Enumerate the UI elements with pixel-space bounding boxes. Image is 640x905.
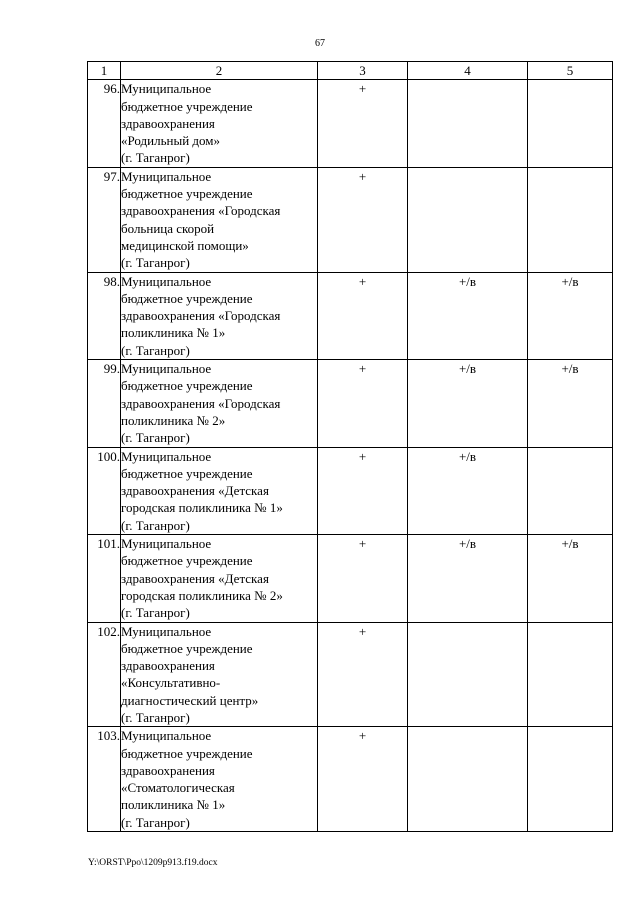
column-5-mark xyxy=(528,80,613,167)
institution-name-line: Муниципальное xyxy=(121,728,212,744)
header-row xyxy=(88,62,613,80)
institution-name-line: поликлиника № 1» xyxy=(121,325,226,341)
institution-name-line: «Стоматологическая xyxy=(121,780,235,796)
institution-name xyxy=(121,622,318,727)
institution-name-line: поликлиника № 2» xyxy=(121,412,226,428)
institution-name xyxy=(121,727,318,832)
institution-name-line: здравоохранения xyxy=(121,115,215,131)
row-number: 103. xyxy=(88,727,121,832)
table-row xyxy=(88,622,613,727)
column-5-mark xyxy=(528,167,613,272)
institution-name-line: «Родильный дом» xyxy=(121,133,221,149)
column-3-mark: + xyxy=(318,272,408,359)
institution-name-line: бюджетное учреждение xyxy=(121,745,253,761)
column-5-mark xyxy=(528,447,613,534)
row-number: 102. xyxy=(88,622,121,727)
column-5-mark: +/в xyxy=(528,535,613,622)
page-number: 67 xyxy=(315,38,325,49)
table-row xyxy=(88,167,613,272)
institution-name-line: бюджетное учреждение xyxy=(121,378,253,394)
row-number: 99. xyxy=(88,360,121,447)
header-cell-2: 2 xyxy=(121,62,318,80)
institution-name-line: бюджетное учреждение xyxy=(121,553,253,569)
header-cell-3: 3 xyxy=(318,62,408,80)
institution-name xyxy=(121,447,318,534)
table-body xyxy=(88,80,613,832)
institution-name-line: больница скорой xyxy=(121,220,215,236)
row-number: 101. xyxy=(88,535,121,622)
column-3-mark: + xyxy=(318,535,408,622)
column-4-mark: +/в xyxy=(408,360,528,447)
institution-name-line: бюджетное учреждение xyxy=(121,640,253,656)
institution-name-line: Муниципальное xyxy=(121,168,212,184)
institution-name-line: Муниципальное xyxy=(121,273,212,289)
row-number: 98. xyxy=(88,272,121,359)
institution-name-line: здравоохранения xyxy=(121,658,215,674)
column-5-mark: +/в xyxy=(528,360,613,447)
institution-name-line: (г. Таганрог) xyxy=(121,150,190,166)
file-path-footer: Y:\ORST\Ppo\1209p913.f19.docx xyxy=(88,858,218,868)
institution-name-line: (г. Таганрог) xyxy=(121,255,190,271)
institution-name-line: бюджетное учреждение xyxy=(121,290,253,306)
institution-name-line: (г. Таганрог) xyxy=(121,709,190,725)
column-5-mark xyxy=(528,727,613,832)
column-4-mark: +/в xyxy=(408,535,528,622)
institution-name-line: здравоохранения «Городская xyxy=(121,308,281,324)
institution-name-line: здравоохранения «Детская xyxy=(121,570,269,586)
column-3-mark: + xyxy=(318,167,408,272)
institution-name-line: здравоохранения «Детская xyxy=(121,483,269,499)
table-row xyxy=(88,80,613,167)
column-4-mark xyxy=(408,727,528,832)
table-row xyxy=(88,272,613,359)
institution-name xyxy=(121,535,318,622)
institution-name-line: (г. Таганрог) xyxy=(121,517,190,533)
table-row xyxy=(88,727,613,832)
column-3-mark: + xyxy=(318,727,408,832)
table-row xyxy=(88,360,613,447)
table-row xyxy=(88,535,613,622)
institution-name-line: Муниципальное xyxy=(121,81,212,97)
facilities-table xyxy=(87,61,613,832)
column-4-mark xyxy=(408,622,528,727)
institution-name-line: бюджетное учреждение xyxy=(121,98,253,114)
institution-name-line: «Консультативно- xyxy=(121,675,221,691)
row-number: 100. xyxy=(88,447,121,534)
column-4-mark: +/в xyxy=(408,272,528,359)
institution-name xyxy=(121,360,318,447)
header-cell-4: 4 xyxy=(408,62,528,80)
institution-name xyxy=(121,80,318,167)
column-4-mark xyxy=(408,167,528,272)
column-5-mark xyxy=(528,622,613,727)
institution-name-line: здравоохранения «Городская xyxy=(121,203,281,219)
institution-name xyxy=(121,167,318,272)
table-row xyxy=(88,447,613,534)
institution-name-line: (г. Таганрог) xyxy=(121,814,190,830)
institution-name-line: медицинской помощи» xyxy=(121,237,249,253)
institution-name-line: Муниципальное xyxy=(121,448,212,464)
column-3-mark: + xyxy=(318,622,408,727)
row-number: 97. xyxy=(88,167,121,272)
institution-name-line: городская поликлиника № 2» xyxy=(121,587,283,603)
column-3-mark: + xyxy=(318,80,408,167)
institution-name-line: Муниципальное xyxy=(121,361,212,377)
column-5-mark: +/в xyxy=(528,272,613,359)
institution-name-line: диагностический центр» xyxy=(121,692,259,708)
institution-name-line: здравоохранения xyxy=(121,762,215,778)
column-3-mark: + xyxy=(318,447,408,534)
institution-name-line: (г. Таганрог) xyxy=(121,430,190,446)
header-cell-5: 5 xyxy=(528,62,613,80)
institution-name-line: бюджетное учреждение xyxy=(121,465,253,481)
institution-name-line: здравоохранения «Городская xyxy=(121,395,281,411)
institution-name-line: (г. Таганрог) xyxy=(121,342,190,358)
institution-name-line: бюджетное учреждение xyxy=(121,186,253,202)
column-4-mark: +/в xyxy=(408,447,528,534)
row-number: 96. xyxy=(88,80,121,167)
table-header xyxy=(88,62,613,80)
header-cell-1: 1 xyxy=(88,62,121,80)
institution-name xyxy=(121,272,318,359)
institution-name-line: городская поликлиника № 1» xyxy=(121,500,283,516)
column-4-mark xyxy=(408,80,528,167)
institution-name-line: Муниципальное xyxy=(121,536,212,552)
column-3-mark: + xyxy=(318,360,408,447)
institution-name-line: Муниципальное xyxy=(121,623,212,639)
institution-name-line: (г. Таганрог) xyxy=(121,605,190,621)
institution-name-line: поликлиника № 1» xyxy=(121,797,226,813)
